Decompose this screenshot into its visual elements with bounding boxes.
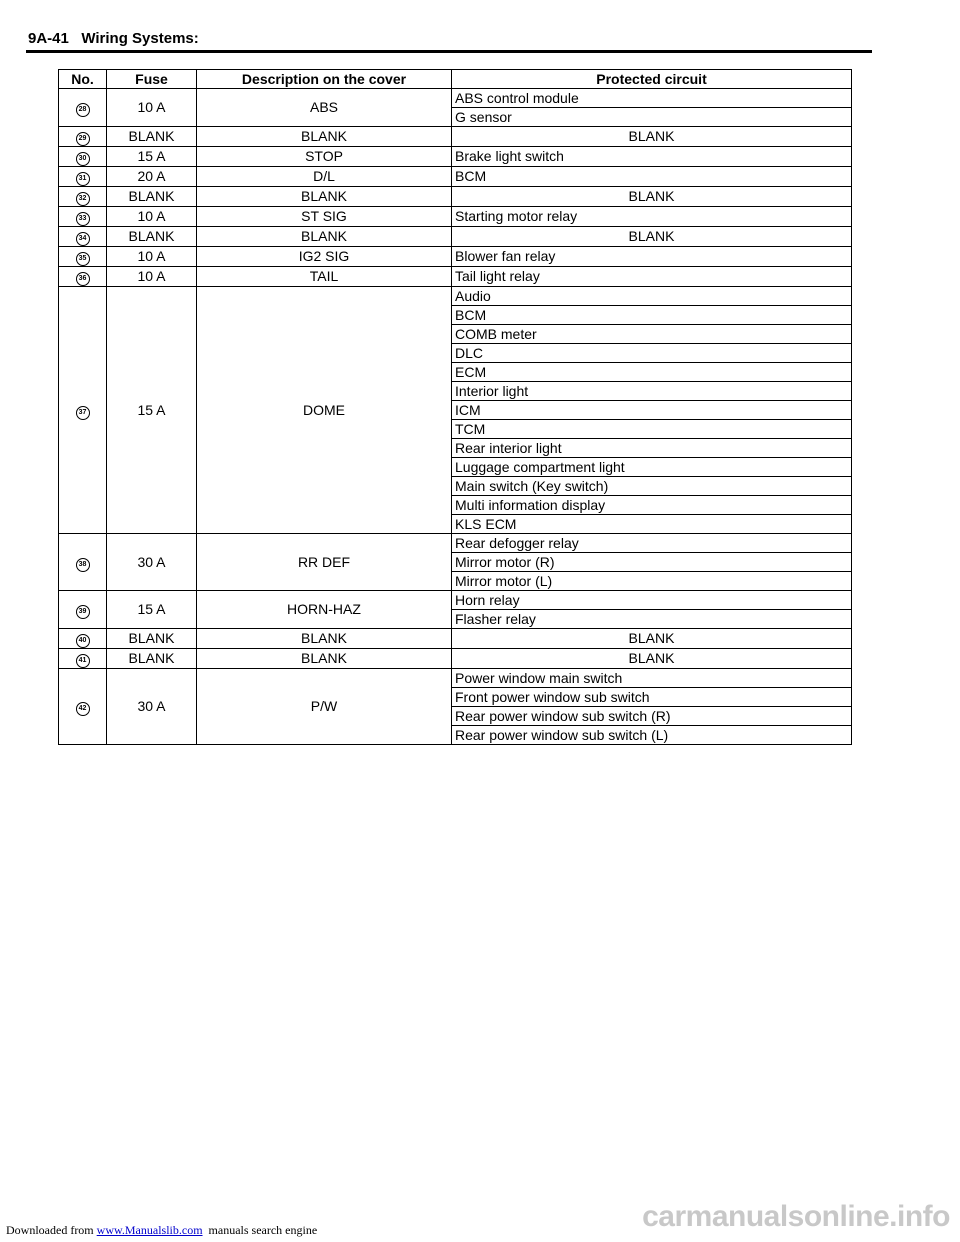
fuse-number-cell	[59, 287, 107, 534]
fuse-rating-cell: BLANK	[107, 127, 197, 147]
protected-circuit-cell: Brake light switch	[452, 147, 852, 167]
circled-number: 39	[76, 605, 90, 619]
protected-circuit-cell: DLC	[452, 344, 852, 363]
cover-description-cell: RR DEF	[197, 534, 452, 591]
fuse-number-cell	[59, 247, 107, 267]
circled-number: 33	[76, 212, 90, 226]
header-divider	[26, 50, 872, 53]
fuse-rating-cell: 20 A	[107, 167, 197, 187]
fuse-rating-cell: BLANK	[107, 629, 197, 649]
protected-circuit-cell: BLANK	[452, 187, 852, 207]
cover-description-cell: ABS	[197, 89, 452, 127]
protected-circuit-cell: Horn relay	[452, 591, 852, 610]
protected-circuit-cell: Rear power window sub switch (L)	[452, 726, 852, 745]
fuse-rating-cell: BLANK	[107, 649, 197, 669]
cover-description-cell: D/L	[197, 167, 452, 187]
protected-circuit-cell: Multi information display	[452, 496, 852, 515]
cover-description-cell: P/W	[197, 669, 452, 745]
cover-description-cell: STOP	[197, 147, 452, 167]
fuse-table-body	[59, 89, 852, 745]
watermark: carmanualsonline.info	[642, 1200, 950, 1233]
circled-number: 30	[76, 152, 90, 166]
circled-number: 34	[76, 232, 90, 246]
table-row	[59, 287, 852, 306]
fuse-number-cell	[59, 267, 107, 287]
fuse-number-cell	[59, 207, 107, 227]
column-header-protected-circuit: Protected circuit	[452, 70, 852, 89]
footer-suffix: manuals search engine	[202, 1223, 318, 1237]
protected-circuit-cell: BCM	[452, 167, 852, 187]
cover-description-cell: TAIL	[197, 267, 452, 287]
protected-circuit-cell: COMB meter	[452, 325, 852, 344]
protected-circuit-cell: TCM	[452, 420, 852, 439]
protected-circuit-cell: KLS ECM	[452, 515, 852, 534]
table-row	[59, 127, 852, 147]
protected-circuit-cell: Rear interior light	[452, 439, 852, 458]
protected-circuit-cell: G sensor	[452, 108, 852, 127]
protected-circuit-cell: ICM	[452, 401, 852, 420]
table-row	[59, 167, 852, 187]
fuse-number-cell	[59, 591, 107, 629]
protected-circuit-cell: Interior light	[452, 382, 852, 401]
fuse-number-cell	[59, 127, 107, 147]
protected-circuit-cell: Mirror motor (L)	[452, 572, 852, 591]
protected-circuit-cell: Blower fan relay	[452, 247, 852, 267]
protected-circuit-cell: BLANK	[452, 629, 852, 649]
protected-circuit-cell: ABS control module	[452, 89, 852, 108]
circled-number: 38	[76, 558, 90, 572]
table-row	[59, 227, 852, 247]
footer-prefix: Downloaded from	[6, 1223, 97, 1237]
table-row	[59, 534, 852, 553]
column-header-fuse: Fuse	[107, 70, 197, 89]
download-footer	[6, 1223, 317, 1238]
table-row	[59, 207, 852, 227]
protected-circuit-cell: BCM	[452, 306, 852, 325]
table-row	[59, 649, 852, 669]
fuse-rating-cell: 10 A	[107, 267, 197, 287]
protected-circuit-cell: Main switch (Key switch)	[452, 477, 852, 496]
fuse-number-cell	[59, 227, 107, 247]
circled-number: 42	[76, 702, 90, 716]
table-row	[59, 247, 852, 267]
cover-description-cell: HORN-HAZ	[197, 591, 452, 629]
cover-description-cell: DOME	[197, 287, 452, 534]
table-header-row	[59, 70, 852, 89]
table-row	[59, 267, 852, 287]
cover-description-cell: BLANK	[197, 649, 452, 669]
cover-description-cell: BLANK	[197, 127, 452, 147]
fuse-number-cell	[59, 649, 107, 669]
cover-description-cell: BLANK	[197, 187, 452, 207]
fuse-rating-cell: 30 A	[107, 534, 197, 591]
circled-number: 29	[76, 132, 90, 146]
protected-circuit-cell: Luggage compartment light	[452, 458, 852, 477]
column-header-no: No.	[59, 70, 107, 89]
fuse-number-cell	[59, 669, 107, 745]
circled-number: 36	[76, 272, 90, 286]
table-row	[59, 669, 852, 688]
protected-circuit-cell: Flasher relay	[452, 610, 852, 629]
fuse-number-cell	[59, 147, 107, 167]
page-title: 9A-41 Wiring Systems:	[28, 30, 199, 47]
fuse-rating-cell: BLANK	[107, 227, 197, 247]
fuse-rating-cell: 10 A	[107, 89, 197, 127]
fuse-rating-cell: 10 A	[107, 207, 197, 227]
cover-description-cell: ST SIG	[197, 207, 452, 227]
protected-circuit-cell: Mirror motor (R)	[452, 553, 852, 572]
fuse-number-cell	[59, 167, 107, 187]
fuse-number-cell	[59, 89, 107, 127]
protected-circuit-cell: ECM	[452, 363, 852, 382]
table-row	[59, 591, 852, 610]
cover-description-cell: BLANK	[197, 227, 452, 247]
column-header-description: Description on the cover	[197, 70, 452, 89]
cover-description-cell: BLANK	[197, 629, 452, 649]
circled-number: 32	[76, 192, 90, 206]
table-row	[59, 89, 852, 108]
circled-number: 35	[76, 252, 90, 266]
fuse-number-cell	[59, 187, 107, 207]
protected-circuit-cell: BLANK	[452, 127, 852, 147]
fuse-table	[58, 69, 852, 745]
table-row	[59, 147, 852, 167]
protected-circuit-cell: BLANK	[452, 649, 852, 669]
protected-circuit-cell: Rear power window sub switch (R)	[452, 707, 852, 726]
protected-circuit-cell: Tail light relay	[452, 267, 852, 287]
table-row	[59, 629, 852, 649]
cover-description-cell: IG2 SIG	[197, 247, 452, 267]
protected-circuit-cell: Power window main switch	[452, 669, 852, 688]
protected-circuit-cell: BLANK	[452, 227, 852, 247]
fuse-number-cell	[59, 629, 107, 649]
circled-number: 37	[76, 406, 90, 420]
fuse-rating-cell: 15 A	[107, 147, 197, 167]
fuse-number-cell	[59, 534, 107, 591]
protected-circuit-cell: Starting motor relay	[452, 207, 852, 227]
fuse-rating-cell: 15 A	[107, 591, 197, 629]
circled-number: 31	[76, 172, 90, 186]
fuse-rating-cell: 15 A	[107, 287, 197, 534]
fuse-rating-cell: 30 A	[107, 669, 197, 745]
circled-number: 40	[76, 634, 90, 648]
fuse-rating-cell: BLANK	[107, 187, 197, 207]
protected-circuit-cell: Front power window sub switch	[452, 688, 852, 707]
circled-number: 28	[76, 103, 90, 117]
fuse-rating-cell: 10 A	[107, 247, 197, 267]
manualslib-link[interactable]: www.Manualslib.com	[96, 1223, 203, 1237]
protected-circuit-cell: Audio	[452, 287, 852, 306]
circled-number: 41	[76, 654, 90, 668]
table-row	[59, 187, 852, 207]
protected-circuit-cell: Rear defogger relay	[452, 534, 852, 553]
